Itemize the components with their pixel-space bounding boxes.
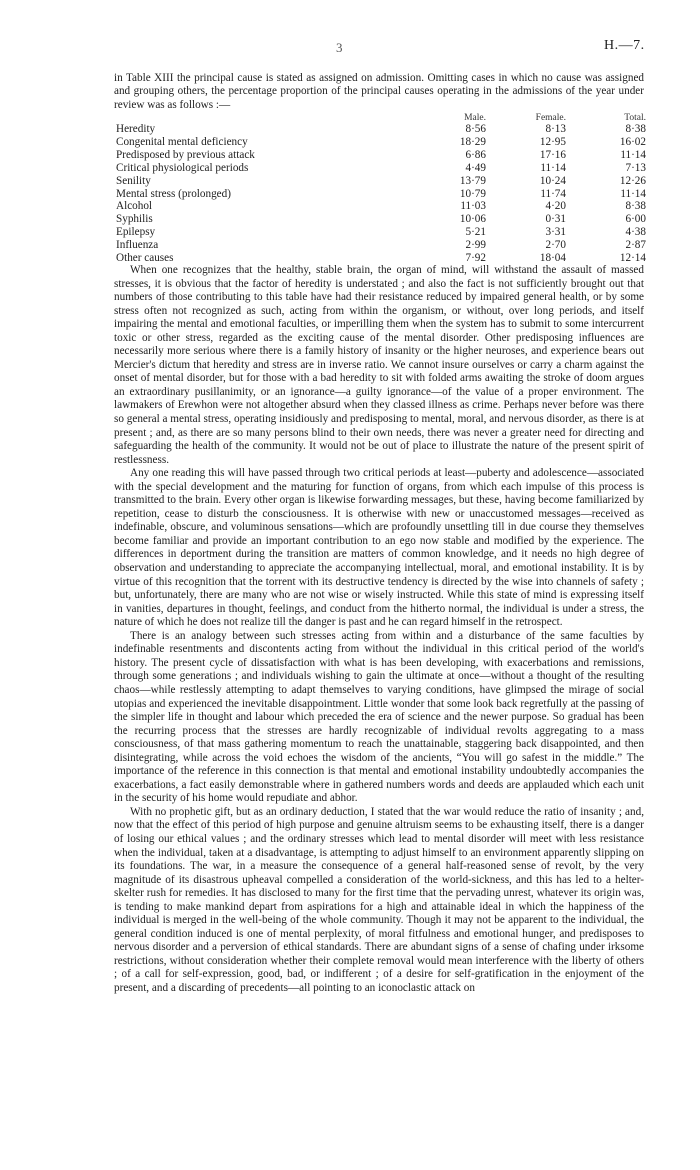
table-row xyxy=(116,239,646,252)
cause-label: Other causes xyxy=(116,252,174,265)
intro-text: in Table XIII the principal cause is stated as assigned on admission. Omitting cases in which no cause was assigned and grouping others, the percentage proportion of the principal causes operating in the admissions of the year under review was as follows :— xyxy=(114,72,644,111)
cause-label: Predisposed by previous attack xyxy=(116,148,255,161)
male-value: 6·86 xyxy=(465,148,486,161)
table-header-cause xyxy=(116,112,394,123)
table-row xyxy=(116,162,646,175)
cause-label: Senility xyxy=(116,174,151,187)
male-value: 18·29 xyxy=(459,135,486,148)
female-value: 10·24 xyxy=(539,174,566,187)
cause-label: Influenza xyxy=(116,239,159,252)
page-number: 3 xyxy=(336,40,343,55)
paragraph: With no prophetic gift, but as an ordinary deduction, I stated that the war would reduce the ratio of insanity ; and, now that the effect of this period of high purpose and genuine altruism seems to be exhausting itself, there is a danger of losing our ethical values ; and the ordinary stresses which lead to mental disorder will meet with less resistance when the individual, taken at a disadvantage, is attempting to adjust himself to an environment apparently slipping on its foundations. The war, in a measure the consequence of a general half-reasoned sense of revolt, by the very magnitude of its disastrous upheaval compelled a consideration of the world-sickness, and this has led to a helter-skelter rush for remedies. It has disclosed to many for the first time that the pervading unrest, whatever its origin was, is tending to make mankind depart from aspirations for a high and attainable ideal in which the happiness of the individual is merged in the well-being of the whole community. Though it may not be apparent to the individual, the general condition induced is one of mental perplexity, of moral fitfulness and emotional hunger, and predisposes to nervous disorder and a perversion of ethical standards. There are abundant signs of a sense of chafing under irksome restrictions, without consideration whether their complete removal would mean interference with the liberty of others ; of a call for self-expression, good, bad, or indifferent ; of a desire for self-gratification in the enjoyment of the present, and a discarding of precedents—all pointing to an iconoclastic attack on xyxy=(114,805,644,994)
female-value: 8·13 xyxy=(545,123,566,135)
table-row xyxy=(116,123,646,136)
cause-label: Syphilis xyxy=(116,213,153,226)
body-text xyxy=(114,264,644,996)
table-row xyxy=(116,175,646,188)
male-value: 8·56 xyxy=(465,123,486,135)
table-row xyxy=(116,226,646,239)
female-value: 3·31 xyxy=(545,226,566,239)
total-value: 8·38 xyxy=(625,123,646,135)
total-value: 12·14 xyxy=(619,252,646,265)
male-value: 13·79 xyxy=(459,174,486,187)
table-row xyxy=(116,149,646,162)
total-value: 6·00 xyxy=(625,213,646,226)
male-value: 2·99 xyxy=(465,239,486,252)
cause-label: Epilepsy xyxy=(116,226,156,239)
total-value: 11·14 xyxy=(620,187,646,200)
female-value: 11·14 xyxy=(540,161,566,174)
female-value: 2·70 xyxy=(545,239,566,252)
total-value: 16·02 xyxy=(619,135,646,148)
cause-label: Critical physiological periods xyxy=(116,161,249,174)
female-value: 17·16 xyxy=(539,148,566,161)
female-value: 4·20 xyxy=(545,200,566,213)
total-value: 11·14 xyxy=(620,148,646,161)
total-value: 12·26 xyxy=(619,174,646,187)
table-header-female: Female. xyxy=(535,112,566,123)
table-row xyxy=(116,200,646,213)
cause-label: Heredity xyxy=(116,123,156,135)
male-value: 7·92 xyxy=(465,252,486,265)
cause-label: Alcohol xyxy=(116,200,153,213)
paragraph: There is an analogy between such stresses acting from within and a disturbance of the same faculties by indefinable resentments and discontents acting from without the individual in this critical period of the world's history. The present cycle of dissatisfaction with what is has been developing, with exacerbations and remissions, through some generations ; and individuals wishing to gain the ultimate at once—without a thought of the resulting chaos—while restlessly attempting to adapt themselves to varying conditions, have glimpsed the mirage of social utopias and experienced the inevitable disappointment. Little wonder that some look back regretfully at the passing of the simpler life in thought and labour which preceded the era of science and the newer purpose. So gradual has been the recurring process that the stresses are hardly recognizable of individual revolts aggregating to a mass consciousness, of that mass gathering momentum to reach the unattainable, staggering back disappointed, and then disintegrating, while across the void echoes the wisdom of the ancients, “You will go safest in the middle.” The importance of the reference in this connection is that mental and emotional instability undoubtedly accompanies the exacerbations, a fact easily demonstrable where in gathered numbers words and deeds are applauded which each unit in the security of his home would repudiate and abhor. xyxy=(114,629,644,805)
document-reference: H.—7. xyxy=(604,38,645,53)
female-value: 11·74 xyxy=(540,187,566,200)
male-value: 4·49 xyxy=(465,161,486,174)
paragraph: When one recognizes that the healthy, stable brain, the organ of mind, will withstand the assault of massed stresses, it is obvious that the factor of heredity is understated ; and also the fact is not sufficiently brought out that numbers of those contributing to this table have had their resistance reduced by impaired general health, or by some stress often not recognized as such, acting from within the organism, or without, over long periods, and itself impairing the mental and emotional faculties, or imperilling them when the system has to submit to some intercurrent toxic or other stress, regarded as the exciting cause of the mental disorder. Other predisposing influences are necessarily more serious where there is a family history of insanity or the higher neuroses, and experience bears out Mercier's dictum that heredity and stress are in inverse ratio. We cannot insure ourselves or carry a charm against the onset of mental disorder, but for those with a bad heredity to sit with folded arms awaiting the stroke of doom argues an extraordinary pusillanimity, or an ignorance—a guilty ignorance—of the value of a proper environment. The lawmakers of Erewhon were not altogether absurd when they classed illness as crime. Perhaps never before was there so general a mental stress, operating insidiously and predisposing to mental, moral, and nervous disorder, as there is at present ; and, as there are so many persons blind to their own needs, there was never a greater need for directing and safeguarding the health of the community. It would not be out of place to illustrate the nature of the present spirit of restlessness. xyxy=(114,264,644,466)
male-value: 10·79 xyxy=(459,187,486,200)
table-header-male: Male. xyxy=(464,112,486,123)
total-value: 2·87 xyxy=(625,239,646,252)
female-value: 18·04 xyxy=(539,252,566,265)
male-value: 10·06 xyxy=(459,213,486,226)
total-value: 7·13 xyxy=(625,161,646,174)
female-value: 0·31 xyxy=(545,213,566,226)
table-row xyxy=(116,188,646,201)
intro-paragraph xyxy=(114,72,644,112)
table-row xyxy=(116,213,646,226)
causes-table xyxy=(116,112,646,265)
total-value: 4·38 xyxy=(625,226,646,239)
female-value: 12·95 xyxy=(539,135,566,148)
cause-label: Mental stress (prolonged) xyxy=(116,187,231,200)
table-row xyxy=(116,136,646,149)
male-value: 11·03 xyxy=(460,200,486,213)
male-value: 5·21 xyxy=(465,226,486,239)
table-header-row xyxy=(116,112,646,123)
paragraph: Any one reading this will have passed through two critical periods at least—puberty and adolescence—associated with the special development and the maturing for function of organs, from which each impulse of this process is transmitted to the brain. Every other organ is likewise forwarding messages, but these, having become familiarized by repetition, cease to disturb the consciousness. It is otherwise with new or unaccustomed messages—received as indefinable, obscure, and voluminous sensations—which are profoundly unsettling till in due course they themselves become familiar and provide an important contribution to an ego now stable and modified by the experience. The differences in deportment during the transition are matters of common knowledge, and it needs no high degree of observation and understanding to appreciate the accompanying intellectual, moral, and emotional instability. It is by virtue of this recognition that the torrent with its destructive tendency is directed by the wise into channels of safety ; but, unfortunately, there are many who are not wise or wisely instructed. While this state of mind is expressing itself in vanities, departures in thought, feelings, and conduct from the hitherto normal, the individual is under a stress, the nature of which he does not realize till the danger is past and he can regard himself in the retrospect. xyxy=(114,467,644,629)
table-header-total: Total. xyxy=(624,112,646,123)
total-value: 8·38 xyxy=(625,200,646,213)
cause-label: Congenital mental deficiency xyxy=(116,135,248,148)
